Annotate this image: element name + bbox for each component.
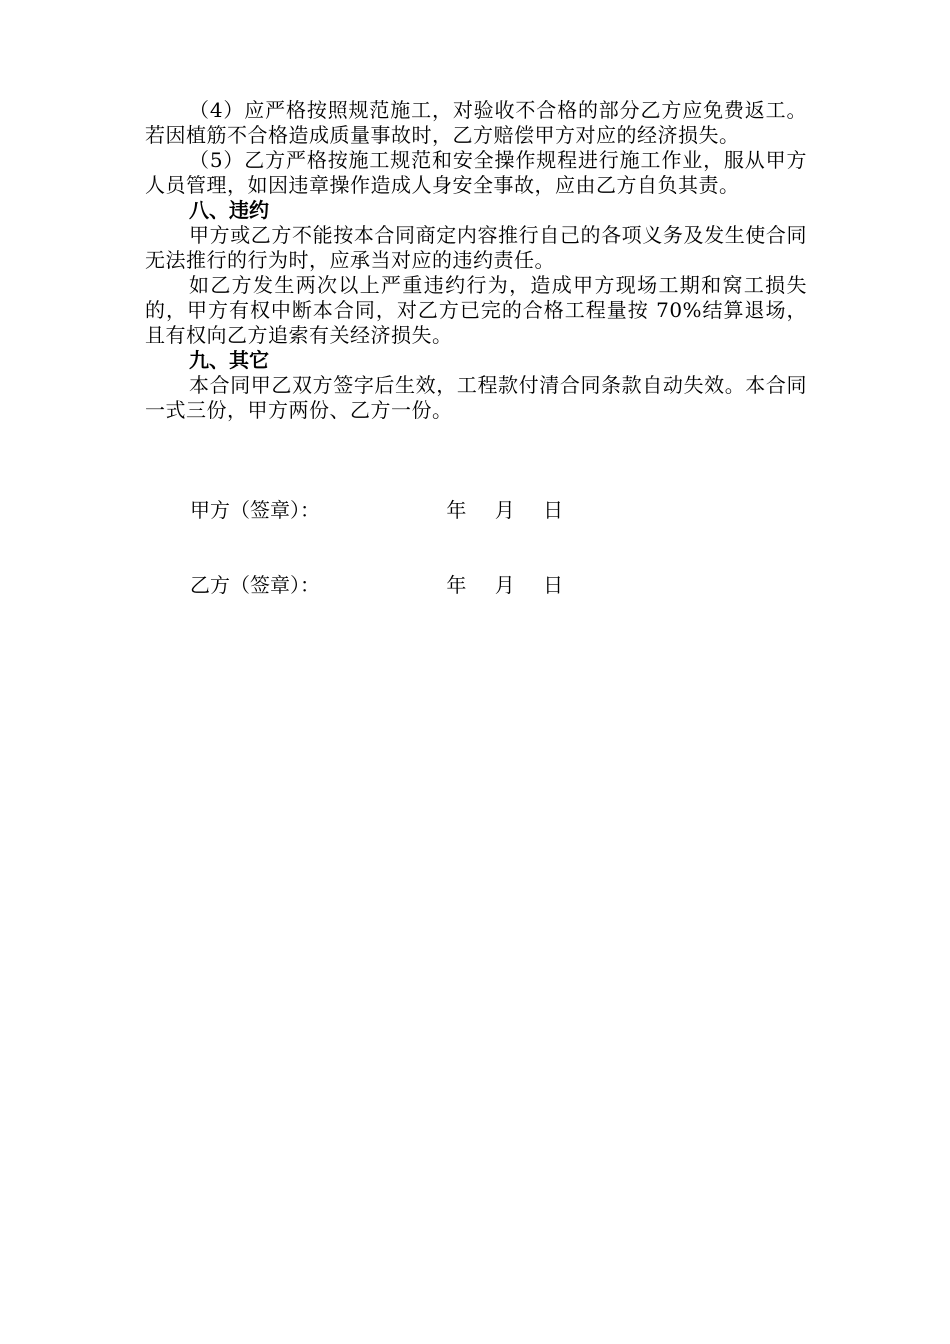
- document-body: [145, 98, 807, 423]
- party-b-date: [446, 573, 585, 597]
- year-label: 年: [446, 573, 467, 597]
- day-label: 日: [543, 498, 564, 522]
- section-8-title: 八、违约: [189, 198, 269, 222]
- year-label: 年: [446, 498, 467, 522]
- clause-4: （4）应严格按照规范施工，对验收不合格的部分乙方应免费返工。若因植筋不合格造成质量事故时，乙方赔偿甲方对应的经济损失。: [145, 98, 807, 147]
- month-label: 月: [494, 573, 515, 597]
- clause-5: （5）乙方严格按施工规范和安全操作规程进行施工作业，服从甲方人员管理，如因违章操作造成人身安全事故，应由乙方自负其责。: [145, 148, 807, 197]
- party-a-label: 甲方（签章）：: [190, 498, 320, 522]
- month-label: 月: [494, 498, 515, 522]
- day-label: 日: [543, 573, 564, 597]
- party-b-signature-line: [190, 573, 585, 598]
- party-b-label: 乙方（签章）：: [190, 573, 320, 597]
- party-a-signature-line: [190, 498, 585, 523]
- section-8-paragraph-1: 甲方或乙方不能按本合同商定内容推行自己的各项义务及发生使合同无法推行的行为时，应承当对应的违约责任。: [145, 223, 807, 272]
- section-9-title: 九、其它: [189, 348, 269, 372]
- section-9-paragraph-1: 本合同甲乙双方签字后生效，工程款付清合同条款自动失效。本合同一式三份，甲方两份、乙方一份。: [145, 373, 807, 422]
- section-8-paragraph-2: 如乙方发生两次以上严重违约行为，造成甲方现场工期和窝工损失的，甲方有权中断本合同，对乙方已完的合格工程量按 70%结算退场，且有权向乙方追索有关经济损失。: [145, 273, 807, 347]
- party-a-date: [446, 498, 585, 522]
